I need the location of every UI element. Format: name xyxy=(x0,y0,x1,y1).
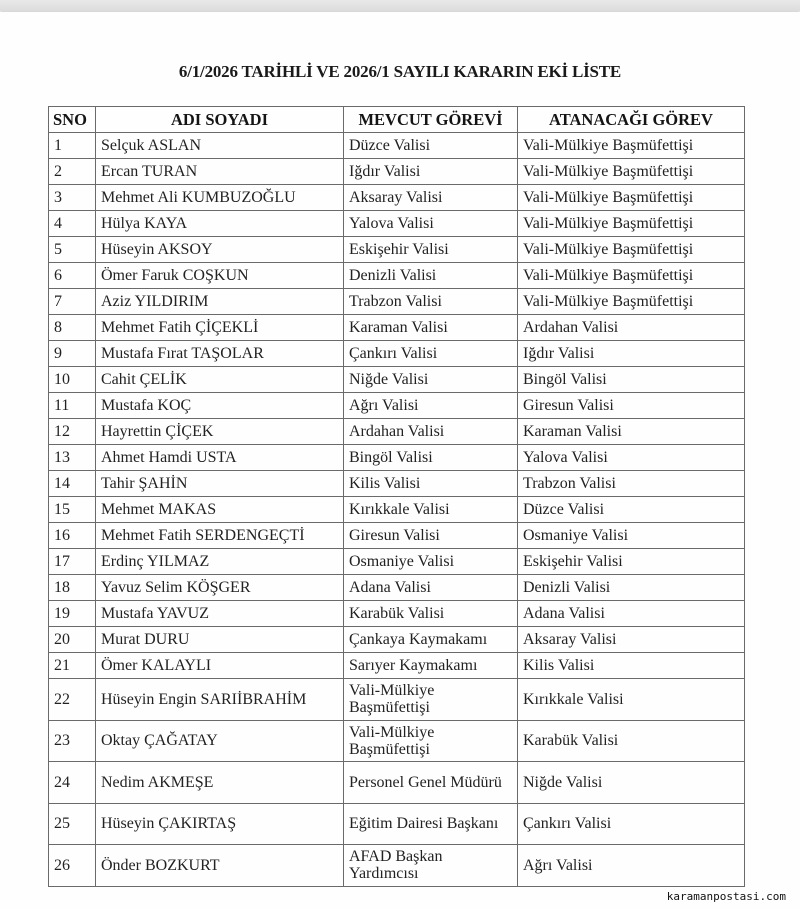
new-position-cell: Niğde Valisi xyxy=(518,762,745,804)
current-position-cell: Vali-Mülkiye Başmüfettişi xyxy=(344,679,518,721)
current-position-cell: Adana Valisi xyxy=(344,575,518,601)
current-position-cell: Bingöl Valisi xyxy=(344,445,518,471)
name-cell: Önder BOZKURT xyxy=(96,845,344,887)
table-row xyxy=(49,762,745,804)
new-position-cell: Kırıkkale Valisi xyxy=(518,679,745,721)
sno-cell: 26 xyxy=(49,845,96,887)
current-position-cell: Yalova Valisi xyxy=(344,211,518,237)
sno-cell: 25 xyxy=(49,803,96,845)
new-position-cell: Denizli Valisi xyxy=(518,575,745,601)
current-position-cell: Iğdır Valisi xyxy=(344,159,518,185)
name-cell: Erdinç YILMAZ xyxy=(96,549,344,575)
current-position-cell: Eskişehir Valisi xyxy=(344,237,518,263)
new-position-cell: Ağrı Valisi xyxy=(518,845,745,887)
current-position-cell: Kırıkkale Valisi xyxy=(344,497,518,523)
table-body xyxy=(49,133,745,887)
name-cell: Hülya KAYA xyxy=(96,211,344,237)
name-cell: Ercan TURAN xyxy=(96,159,344,185)
sno-cell: 12 xyxy=(49,419,96,445)
sno-cell: 1 xyxy=(49,133,96,159)
sno-cell: 9 xyxy=(49,341,96,367)
table-header-row xyxy=(49,107,745,133)
sno-cell: 23 xyxy=(49,720,96,762)
new-position-cell: Ardahan Valisi xyxy=(518,315,745,341)
sno-cell: 3 xyxy=(49,185,96,211)
header-name: ADI SOYADI xyxy=(96,107,344,133)
name-cell: Hüseyin ÇAKIRTAŞ xyxy=(96,803,344,845)
sno-cell: 18 xyxy=(49,575,96,601)
new-position-cell: Trabzon Valisi xyxy=(518,471,745,497)
table-row xyxy=(49,523,745,549)
current-position-cell: Denizli Valisi xyxy=(344,263,518,289)
appointment-list-table xyxy=(48,106,745,887)
table-row xyxy=(49,497,745,523)
name-cell: Ömer KALAYLI xyxy=(96,653,344,679)
current-position-cell: Personel Genel Müdürü xyxy=(344,762,518,804)
new-position-cell: Osmaniye Valisi xyxy=(518,523,745,549)
table-row xyxy=(49,845,745,887)
current-position-cell: Karabük Valisi xyxy=(344,601,518,627)
current-position-cell: Sarıyer Kaymakamı xyxy=(344,653,518,679)
sno-cell: 11 xyxy=(49,393,96,419)
name-cell: Mehmet Fatih ÇİÇEKLİ xyxy=(96,315,344,341)
header-new-position: ATANACAĞI GÖREV xyxy=(518,107,745,133)
new-position-cell: Vali-Mülkiye Başmüfettişi xyxy=(518,289,745,315)
new-position-cell: Kilis Valisi xyxy=(518,653,745,679)
name-cell: Nedim AKMEŞE xyxy=(96,762,344,804)
table-row xyxy=(49,211,745,237)
current-position-cell: Trabzon Valisi xyxy=(344,289,518,315)
table-row xyxy=(49,159,745,185)
name-cell: Ahmet Hamdi USTA xyxy=(96,445,344,471)
sno-cell: 24 xyxy=(49,762,96,804)
current-position-cell: Düzce Valisi xyxy=(344,133,518,159)
sno-cell: 8 xyxy=(49,315,96,341)
sno-cell: 20 xyxy=(49,627,96,653)
table-row xyxy=(49,653,745,679)
table-row xyxy=(49,549,745,575)
table-row xyxy=(49,679,745,721)
watermark: karamanpostasi.com xyxy=(666,890,786,903)
new-position-cell: Iğdır Valisi xyxy=(518,341,745,367)
new-position-cell: Vali-Mülkiye Başmüfettişi xyxy=(518,237,745,263)
table-row xyxy=(49,185,745,211)
name-cell: Mehmet MAKAS xyxy=(96,497,344,523)
table-row xyxy=(49,720,745,762)
new-position-cell: Yalova Valisi xyxy=(518,445,745,471)
sno-cell: 16 xyxy=(49,523,96,549)
current-position-cell: Karaman Valisi xyxy=(344,315,518,341)
sno-cell: 6 xyxy=(49,263,96,289)
sno-cell: 10 xyxy=(49,367,96,393)
current-position-cell: Giresun Valisi xyxy=(344,523,518,549)
name-cell: Murat DURU xyxy=(96,627,344,653)
sno-cell: 15 xyxy=(49,497,96,523)
table-row xyxy=(49,419,745,445)
name-cell: Oktay ÇAĞATAY xyxy=(96,720,344,762)
current-position-cell: AFAD Başkan Yardımcısı xyxy=(344,845,518,887)
name-cell: Mustafa Fırat TAŞOLAR xyxy=(96,341,344,367)
current-position-cell: Niğde Valisi xyxy=(344,367,518,393)
sno-cell: 4 xyxy=(49,211,96,237)
new-position-cell: Vali-Mülkiye Başmüfettişi xyxy=(518,159,745,185)
table-row xyxy=(49,393,745,419)
name-cell: Aziz YILDIRIM xyxy=(96,289,344,315)
sno-cell: 5 xyxy=(49,237,96,263)
new-position-cell: Çankırı Valisi xyxy=(518,803,745,845)
table-row xyxy=(49,133,745,159)
name-cell: Ömer Faruk COŞKUN xyxy=(96,263,344,289)
table-row xyxy=(49,289,745,315)
new-position-cell: Eskişehir Valisi xyxy=(518,549,745,575)
new-position-cell: Aksaray Valisi xyxy=(518,627,745,653)
header-sno: SNO xyxy=(49,107,96,133)
table-row xyxy=(49,601,745,627)
top-bar xyxy=(0,0,800,11)
current-position-cell: Osmaniye Valisi xyxy=(344,549,518,575)
current-position-cell: Eğitim Dairesi Başkanı xyxy=(344,803,518,845)
name-cell: Mehmet Ali KUMBUZOĞLU xyxy=(96,185,344,211)
sno-cell: 14 xyxy=(49,471,96,497)
sno-cell: 19 xyxy=(49,601,96,627)
table-row xyxy=(49,575,745,601)
name-cell: Selçuk ASLAN xyxy=(96,133,344,159)
new-position-cell: Giresun Valisi xyxy=(518,393,745,419)
sno-cell: 2 xyxy=(49,159,96,185)
current-position-cell: Çankaya Kaymakamı xyxy=(344,627,518,653)
name-cell: Cahit ÇELİK xyxy=(96,367,344,393)
document-title: 6/1/2026 TARİHLİ VE 2026/1 SAYILI KARARIN EKİ LİSTE xyxy=(178,62,622,81)
header-current-position: MEVCUT GÖREVİ xyxy=(344,107,518,133)
new-position-cell: Vali-Mülkiye Başmüfettişi xyxy=(518,133,745,159)
sno-cell: 7 xyxy=(49,289,96,315)
current-position-cell: Çankırı Valisi xyxy=(344,341,518,367)
name-cell: Yavuz Selim KÖŞGER xyxy=(96,575,344,601)
current-position-cell: Aksaray Valisi xyxy=(344,185,518,211)
name-cell: Tahir ŞAHİN xyxy=(96,471,344,497)
document-page xyxy=(0,12,800,909)
new-position-cell: Karabük Valisi xyxy=(518,720,745,762)
new-position-cell: Bingöl Valisi xyxy=(518,367,745,393)
table-row xyxy=(49,471,745,497)
sno-cell: 13 xyxy=(49,445,96,471)
table-row xyxy=(49,367,745,393)
table-row xyxy=(49,627,745,653)
new-position-cell: Vali-Mülkiye Başmüfettişi xyxy=(518,185,745,211)
current-position-cell: Kilis Valisi xyxy=(344,471,518,497)
current-position-cell: Ardahan Valisi xyxy=(344,419,518,445)
table-row xyxy=(49,237,745,263)
new-position-cell: Karaman Valisi xyxy=(518,419,745,445)
table-row xyxy=(49,803,745,845)
table-row xyxy=(49,315,745,341)
sno-cell: 17 xyxy=(49,549,96,575)
current-position-cell: Ağrı Valisi xyxy=(344,393,518,419)
new-position-cell: Adana Valisi xyxy=(518,601,745,627)
sno-cell: 22 xyxy=(49,679,96,721)
name-cell: Mustafa KOÇ xyxy=(96,393,344,419)
new-position-cell: Düzce Valisi xyxy=(518,497,745,523)
new-position-cell: Vali-Mülkiye Başmüfettişi xyxy=(518,211,745,237)
name-cell: Hüseyin AKSOY xyxy=(96,237,344,263)
table-row xyxy=(49,263,745,289)
sno-cell: 21 xyxy=(49,653,96,679)
name-cell: Mehmet Fatih SERDENGEÇTİ xyxy=(96,523,344,549)
name-cell: Mustafa YAVUZ xyxy=(96,601,344,627)
name-cell: Hüseyin Engin SARIİBRAHİM xyxy=(96,679,344,721)
new-position-cell: Vali-Mülkiye Başmüfettişi xyxy=(518,263,745,289)
table-row xyxy=(49,445,745,471)
name-cell: Hayrettin ÇİÇEK xyxy=(96,419,344,445)
table-row xyxy=(49,341,745,367)
current-position-cell: Vali-Mülkiye Başmüfettişi xyxy=(344,720,518,762)
